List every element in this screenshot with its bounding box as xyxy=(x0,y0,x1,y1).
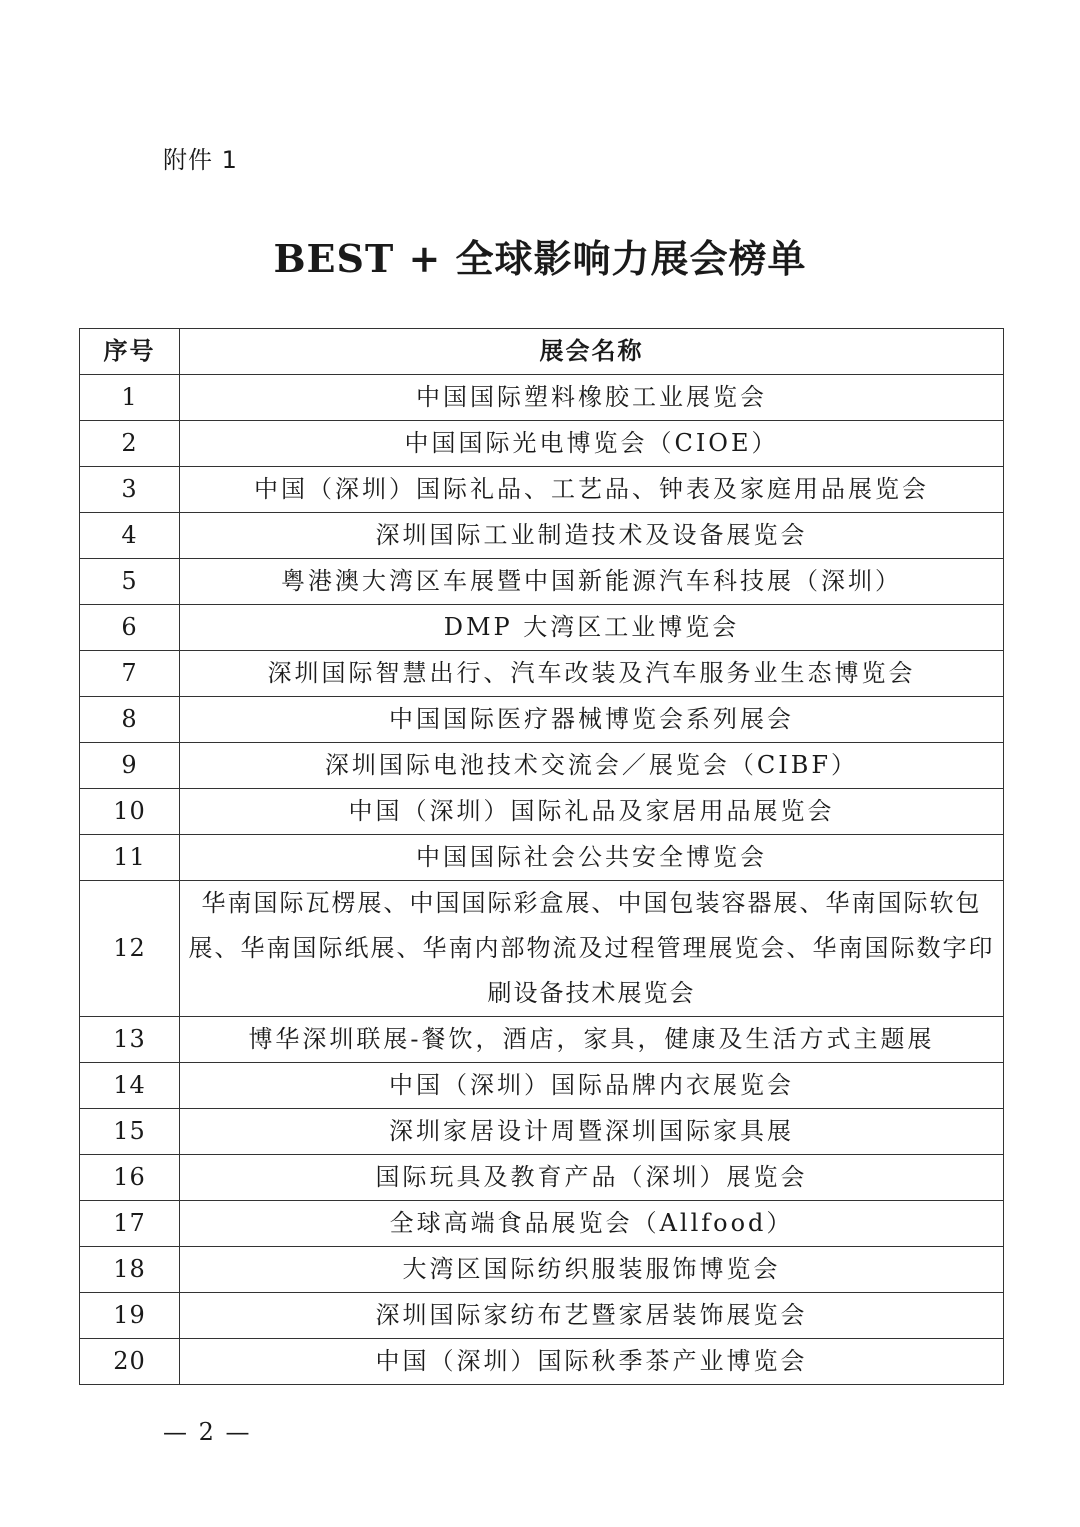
row-exhibition-name: 深圳家居设计周暨深圳国际家具展 xyxy=(180,1109,1004,1155)
table-row xyxy=(80,1339,1004,1385)
row-exhibition-name: 国际玩具及教育产品（深圳）展览会 xyxy=(180,1155,1004,1201)
row-exhibition-name: 中国国际光电博览会（CIOE） xyxy=(180,421,1004,467)
row-exhibition-name: 粤港澳大湾区车展暨中国新能源汽车科技展（深圳） xyxy=(180,559,1004,605)
row-exhibition-name: 中国（深圳）国际品牌内衣展览会 xyxy=(180,1063,1004,1109)
row-exhibition-name: 中国国际医疗器械博览会系列展会 xyxy=(180,697,1004,743)
row-exhibition-name: 中国国际塑料橡胶工业展览会 xyxy=(180,375,1004,421)
exhibition-table xyxy=(79,328,1004,1385)
row-exhibition-name: DMP 大湾区工业博览会 xyxy=(180,605,1004,651)
row-number: 13 xyxy=(80,1017,180,1063)
table-row xyxy=(80,1201,1004,1247)
row-number: 16 xyxy=(80,1155,180,1201)
table-row xyxy=(80,605,1004,651)
attachment-label: 附件 1 xyxy=(163,146,238,174)
table-row xyxy=(80,1017,1004,1063)
table-row xyxy=(80,1109,1004,1155)
row-number: 18 xyxy=(80,1247,180,1293)
row-number: 19 xyxy=(80,1293,180,1339)
table-row xyxy=(80,1155,1004,1201)
row-exhibition-name: 深圳国际电池技术交流会／展览会（CIBF） xyxy=(180,743,1004,789)
row-number: 20 xyxy=(80,1339,180,1385)
row-number: 9 xyxy=(80,743,180,789)
row-number: 3 xyxy=(80,467,180,513)
row-exhibition-name: 中国（深圳）国际礼品、工艺品、钟表及家庭用品展览会 xyxy=(180,467,1004,513)
table-row xyxy=(80,697,1004,743)
row-exhibition-name: 深圳国际智慧出行、汽车改装及汽车服务业生态博览会 xyxy=(180,651,1004,697)
row-exhibition-name: 华南国际瓦楞展、中国国际彩盒展、中国包装容器展、华南国际软包展、华南国际纸展、华南内部物流及过程管理展览会、华南国际数字印刷设备技术展览会 xyxy=(180,881,1004,1017)
table-row xyxy=(80,421,1004,467)
row-exhibition-name: 深圳国际家纺布艺暨家居装饰展览会 xyxy=(180,1293,1004,1339)
table-row xyxy=(80,881,1004,1017)
table-row xyxy=(80,513,1004,559)
table-row xyxy=(80,559,1004,605)
table-row xyxy=(80,1293,1004,1339)
table-row xyxy=(80,1247,1004,1293)
row-number: 2 xyxy=(80,421,180,467)
row-exhibition-name: 中国国际社会公共安全博览会 xyxy=(180,835,1004,881)
row-exhibition-name: 全球高端食品展览会（Allfood） xyxy=(180,1201,1004,1247)
row-number: 4 xyxy=(80,513,180,559)
row-number: 12 xyxy=(80,881,180,1017)
table-row xyxy=(80,1063,1004,1109)
row-number: 6 xyxy=(80,605,180,651)
row-exhibition-name: 博华深圳联展-餐饮，酒店，家具，健康及生活方式主题展 xyxy=(180,1017,1004,1063)
row-number: 14 xyxy=(80,1063,180,1109)
header-exhibition-name: 展会名称 xyxy=(180,329,1004,375)
table-row xyxy=(80,743,1004,789)
header-number: 序号 xyxy=(80,329,180,375)
table-header-row xyxy=(80,329,1004,375)
table-row xyxy=(80,835,1004,881)
table-row xyxy=(80,375,1004,421)
table-row xyxy=(80,651,1004,697)
document-title: BEST + 全球影响力展会榜单 xyxy=(273,236,807,281)
row-exhibition-name: 深圳国际工业制造技术及设备展览会 xyxy=(180,513,1004,559)
row-exhibition-name: 中国（深圳）国际秋季茶产业博览会 xyxy=(180,1339,1004,1385)
row-number: 17 xyxy=(80,1201,180,1247)
row-number: 10 xyxy=(80,789,180,835)
row-number: 15 xyxy=(80,1109,180,1155)
row-number: 7 xyxy=(80,651,180,697)
row-number: 5 xyxy=(80,559,180,605)
table-row xyxy=(80,467,1004,513)
page-number: — 2 — xyxy=(163,1418,252,1446)
row-exhibition-name: 中国（深圳）国际礼品及家居用品展览会 xyxy=(180,789,1004,835)
row-number: 11 xyxy=(80,835,180,881)
row-number: 1 xyxy=(80,375,180,421)
row-number: 8 xyxy=(80,697,180,743)
row-exhibition-name: 大湾区国际纺织服装服饰博览会 xyxy=(180,1247,1004,1293)
table-row xyxy=(80,789,1004,835)
